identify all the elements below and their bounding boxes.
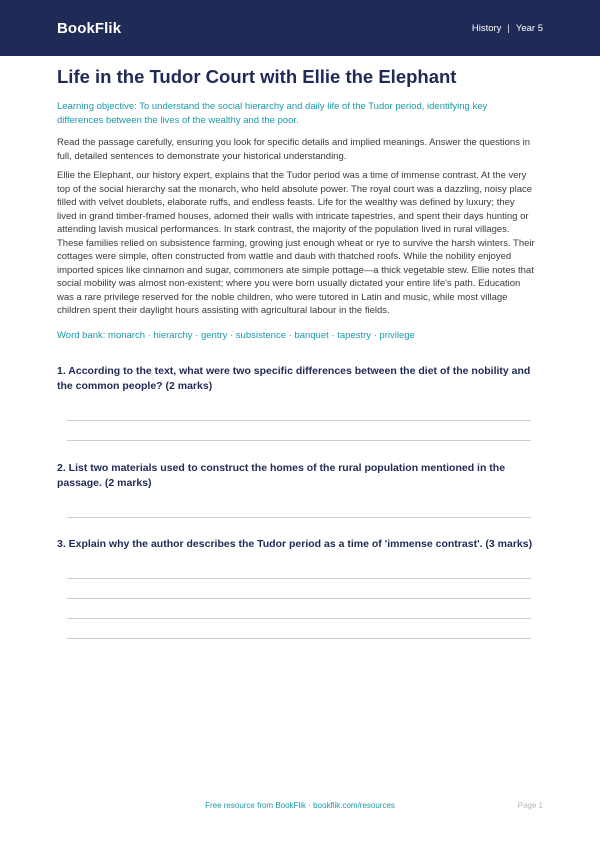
answer-lines-2 xyxy=(57,490,535,518)
question-block xyxy=(57,364,535,441)
reading-passage: Ellie the Elephant, our history expert, explains that the Tudor period was a time of immense contrast. At the very top of the social hierarchy sat the monarch, who held absolute power. The royal court was a dazzling, noisy place filled with velvet doublets, elaborate ruffs, and endless feasts. Life for the wealthy was defined by luxury; they lived in grand timber-framed houses, adorned their walls with intricate tapestries, and spent their days hunting or attending lavish musical performances. In stark contrast, the majority of the population lived in rural villages. These families relied on subsistence farming, growing just enough wheat or rye to survive the harsh winters. Their cottages were simple, often constructed from wattle and daub with thatched roofs. While the nobility enjoyed imported spices like cinnamon and sugar, commoners ate simple pottage—a thick vegetable stew. Ellie notes that social mobility was almost non-existent; where you were born usually dictated your entire life's path. Education was a rare privilege reserved for the noble children, who were tutored in Latin and music, while most village children spent their daylight hours assisting with agricultural labour in the fields. xyxy=(57,170,535,316)
year-label: Year 5 xyxy=(515,22,543,34)
answer-line[interactable] xyxy=(67,638,531,639)
footer-credit-link[interactable]: Free resource from BookFlik · bookflik.com/resources xyxy=(205,801,395,810)
answer-lines-3 xyxy=(57,552,535,639)
instructions: Read the passage carefully, ensuring you look for specific details and implied meanings. Answer the questions in full, detailed sentences to demonstrate your historical understanding. xyxy=(57,137,530,162)
page-title: Life in the Tudor Court with Ellie the Elephant xyxy=(57,66,457,87)
page-number: Page 1 xyxy=(517,801,543,810)
question-block xyxy=(57,537,535,639)
answer-line[interactable] xyxy=(67,440,531,441)
question-3: 3. Explain why the author describes the Tudor period as a time of 'immense contrast'. (3 marks) xyxy=(57,538,533,550)
answer-line[interactable] xyxy=(67,517,531,518)
learning-objective: Learning objective: To understand the social hierarchy and daily life of the Tudor period, identifying key differences between the lives of the wealthy and the poor. xyxy=(57,101,488,126)
separator: | xyxy=(507,22,510,34)
page-header xyxy=(0,0,600,56)
page-footer xyxy=(0,801,600,815)
word-bank: Word bank: monarch · hierarchy · gentry · subsistence · banquet · tapestry · privilege xyxy=(57,329,415,341)
question-1: 1. According to the text, what were two specific differences between the diet of the nobility and the common people? (2 marks) xyxy=(57,365,531,392)
answer-lines-1 xyxy=(57,393,535,441)
answer-line[interactable] xyxy=(67,420,531,421)
subject-year-label xyxy=(472,23,543,34)
question-2: 2. List two materials used to construct the homes of the rural population mentioned in the passage. (2 marks) xyxy=(57,462,506,489)
subject-label: History xyxy=(471,22,502,34)
question-block xyxy=(57,461,535,518)
answer-line[interactable] xyxy=(67,578,531,579)
worksheet-content xyxy=(57,64,535,639)
brand-logo: BookFlik xyxy=(57,19,122,37)
answer-line[interactable] xyxy=(67,618,531,619)
answer-line[interactable] xyxy=(67,598,531,599)
